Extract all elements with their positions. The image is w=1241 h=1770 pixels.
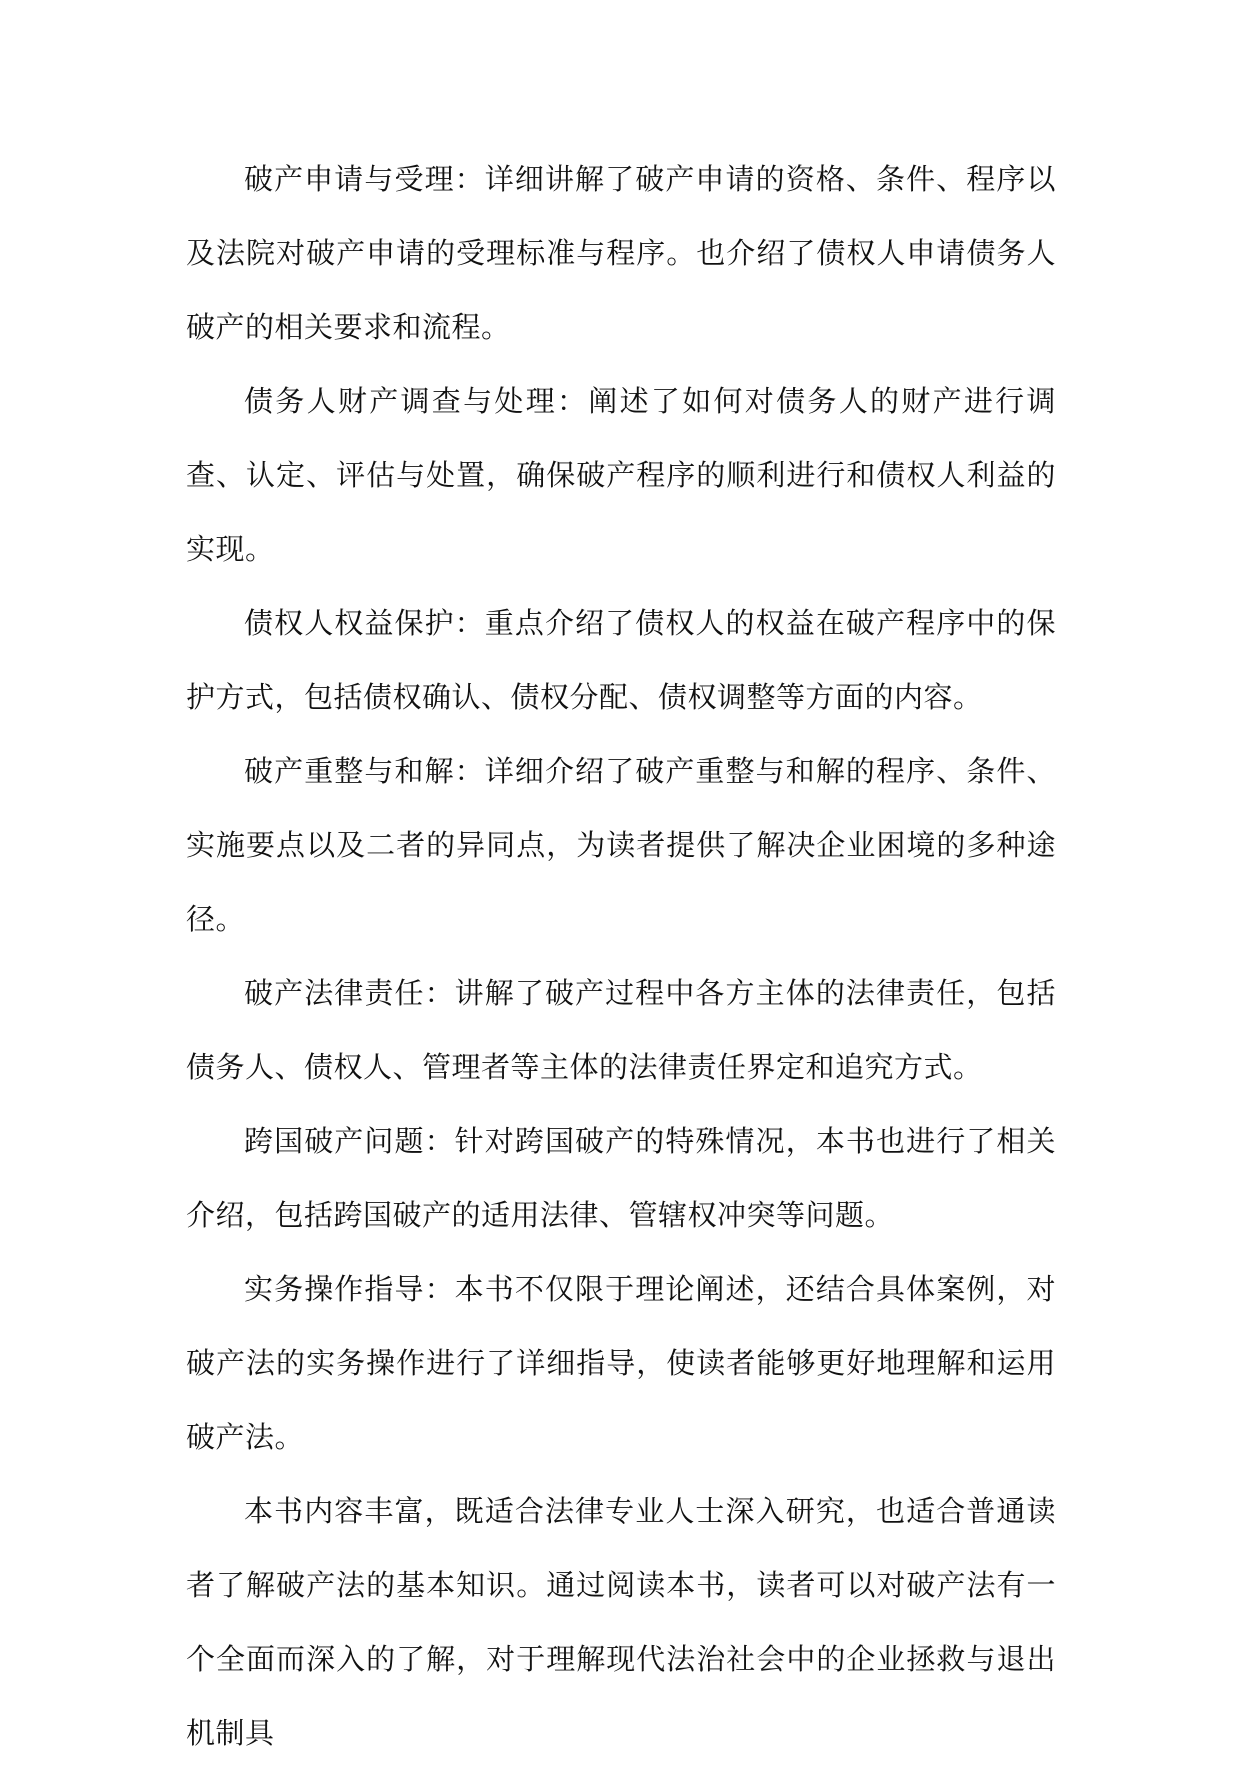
paragraph-creditor-rights: 债权人权益保护：重点介绍了债权人的权益在破产程序中的保护方式，包括债权确认、债权分配、债权调整等方面的内容。 bbox=[186, 606, 1056, 714]
paragraph-summary: 本书内容丰富，既适合法律专业人士深入研究，也适合普通读者了解破产法的基本知识。通过阅读本书，读者可以对破产法有一个全面而深入的了解，对于理解现代法治社会中的企业拯救与退出机制具 bbox=[186, 1494, 1056, 1750]
paragraph-legal-liability: 破产法律责任：讲解了破产过程中各方主体的法律责任，包括债务人、债权人、管理者等主体的法律责任界定和追究方式。 bbox=[186, 976, 1056, 1084]
paragraph-practice-guidance: 实务操作指导：本书不仅限于理论阐述，还结合具体案例，对破产法的实务操作进行了详细指导，使读者能够更好地理解和运用破产法。 bbox=[186, 1272, 1056, 1454]
document-body bbox=[186, 142, 1056, 1770]
paragraph-cross-border: 跨国破产问题：针对跨国破产的特殊情况，本书也进行了相关介绍，包括跨国破产的适用法律、管辖权冲突等问题。 bbox=[186, 1124, 1056, 1232]
paragraph-debtor-property: 债务人财产调查与处理：阐述了如何对债务人的财产进行调查、认定、评估与处置，确保破产程序的顺利进行和债权人利益的实现。 bbox=[186, 384, 1056, 566]
paragraph-reorganization: 破产重整与和解：详细介绍了破产重整与和解的程序、条件、实施要点以及二者的异同点，为读者提供了解决企业困境的多种途径。 bbox=[186, 754, 1056, 936]
paragraph-bankruptcy-application: 破产申请与受理：详细讲解了破产申请的资格、条件、程序以及法院对破产申请的受理标准与程序。也介绍了债权人申请债务人破产的相关要求和流程。 bbox=[186, 162, 1056, 344]
